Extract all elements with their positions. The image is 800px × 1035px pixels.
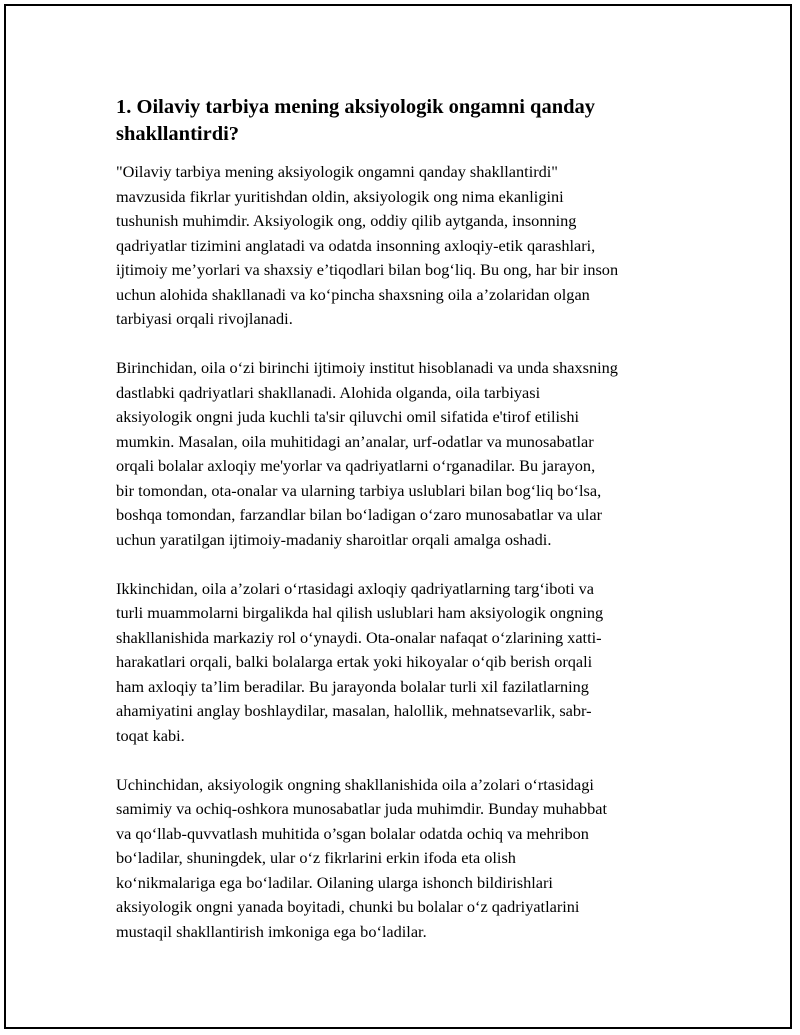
section-title: 1. Oilaviy tarbiya mening aksiyologik ongamni qanday shakllantirdi? xyxy=(116,96,595,145)
paragraph-third-point: Uchinchidan, aksiyologik ongning shakllanishida oila a’zolari o‘rtasidagi samimiy va ochiq-oshkora munosabatlar juda muhimdir. Bunday muhabbat va qo‘llab-quvvatlash muhitida o’sgan bolalar odatda ochiq va mehribon bo‘ladilar, shuningdek, ular o‘z fikrlarini erkin ifoda eta olish ko‘nikmalariga ega bo‘ladilar. Oilaning ularga ishonch bildirishlari aksiyologik ongni yanada boyitadi, chunki bu bolalar o‘z qadriyatlarini mustaqil shakllantirish imkoniga ega bo‘ladilar. xyxy=(116,774,608,941)
paragraph-first-point: Birinchidan, oila o‘zi birinchi ijtimoiy institut hisoblanadi va unda shaxsning dastlabki qadriyatlari shakllanadi. Alohida olganda, oila tarbiyasi aksiyologik ongni juda kuchli ta'sir qiluvchi omil sifatida e'tirof etilishi mumkin. Masalan, oila muhitidagi an’analar, urf-odatlar va munosabatlar orqali bolalar axloqiy me'yorlar va qadriyatlarni o‘rganadilar. Bu jarayon, bir tomondan, ota-onalar va ularning tarbiya uslublari bilan bog‘liq bo‘lsa, boshqa tomondan, farzandlar bilan bo‘ladigan o‘zaro munosabatlar va ular uchun yaratilgan ijtimoiy-madaniy sharoitlar orqali amalga oshadi. xyxy=(116,358,618,549)
paragraph-intro: "Oilaviy tarbiya mening aksiyologik ongamni qanday shakllantirdi" mavzusida fikrlar yuritishdan oldin, aksiyologik ong nima ekanligini tushunish muhimdir. Aksiyologik ong, oddiy qilib aytganda, insonning qadriyatlar tizimini anglatadi va odatda insonning axloqiy-etik qarashlari, ijtimoiy me’yorlari va shaxsiy e’tiqodlari bilan bog‘liq. Bu ong, har bir inson uchun alohida shakllanadi va ko‘pincha shaxsning oila a’zolaridan olgan tarbiyasi orqali rivojlanadi. xyxy=(116,162,619,328)
paragraph-second-point: Ikkinchidan, oila a’zolari o‘rtasidagi axloqiy qadriyatlarning targ‘iboti va turli muammolarni birgalikda hal qilish uslublari ham aksiyologik ongning shakllanishida markaziy rol o‘ynaydi. Ota-onalar nafaqat o‘zlarining xatti- harakatlari orqali, balki bolalarga ertak yoki hikoyalar o‘qib berish orqali ham axloqiy ta’lim beradilar. Bu jarayonda bolalar turli xil fazilatlarning ahamiyatini anglay boshlaydilar, masalan, halollik, mehnatsevarlik, sabr- toqat kabi. xyxy=(116,578,604,745)
document-body xyxy=(112,94,692,969)
